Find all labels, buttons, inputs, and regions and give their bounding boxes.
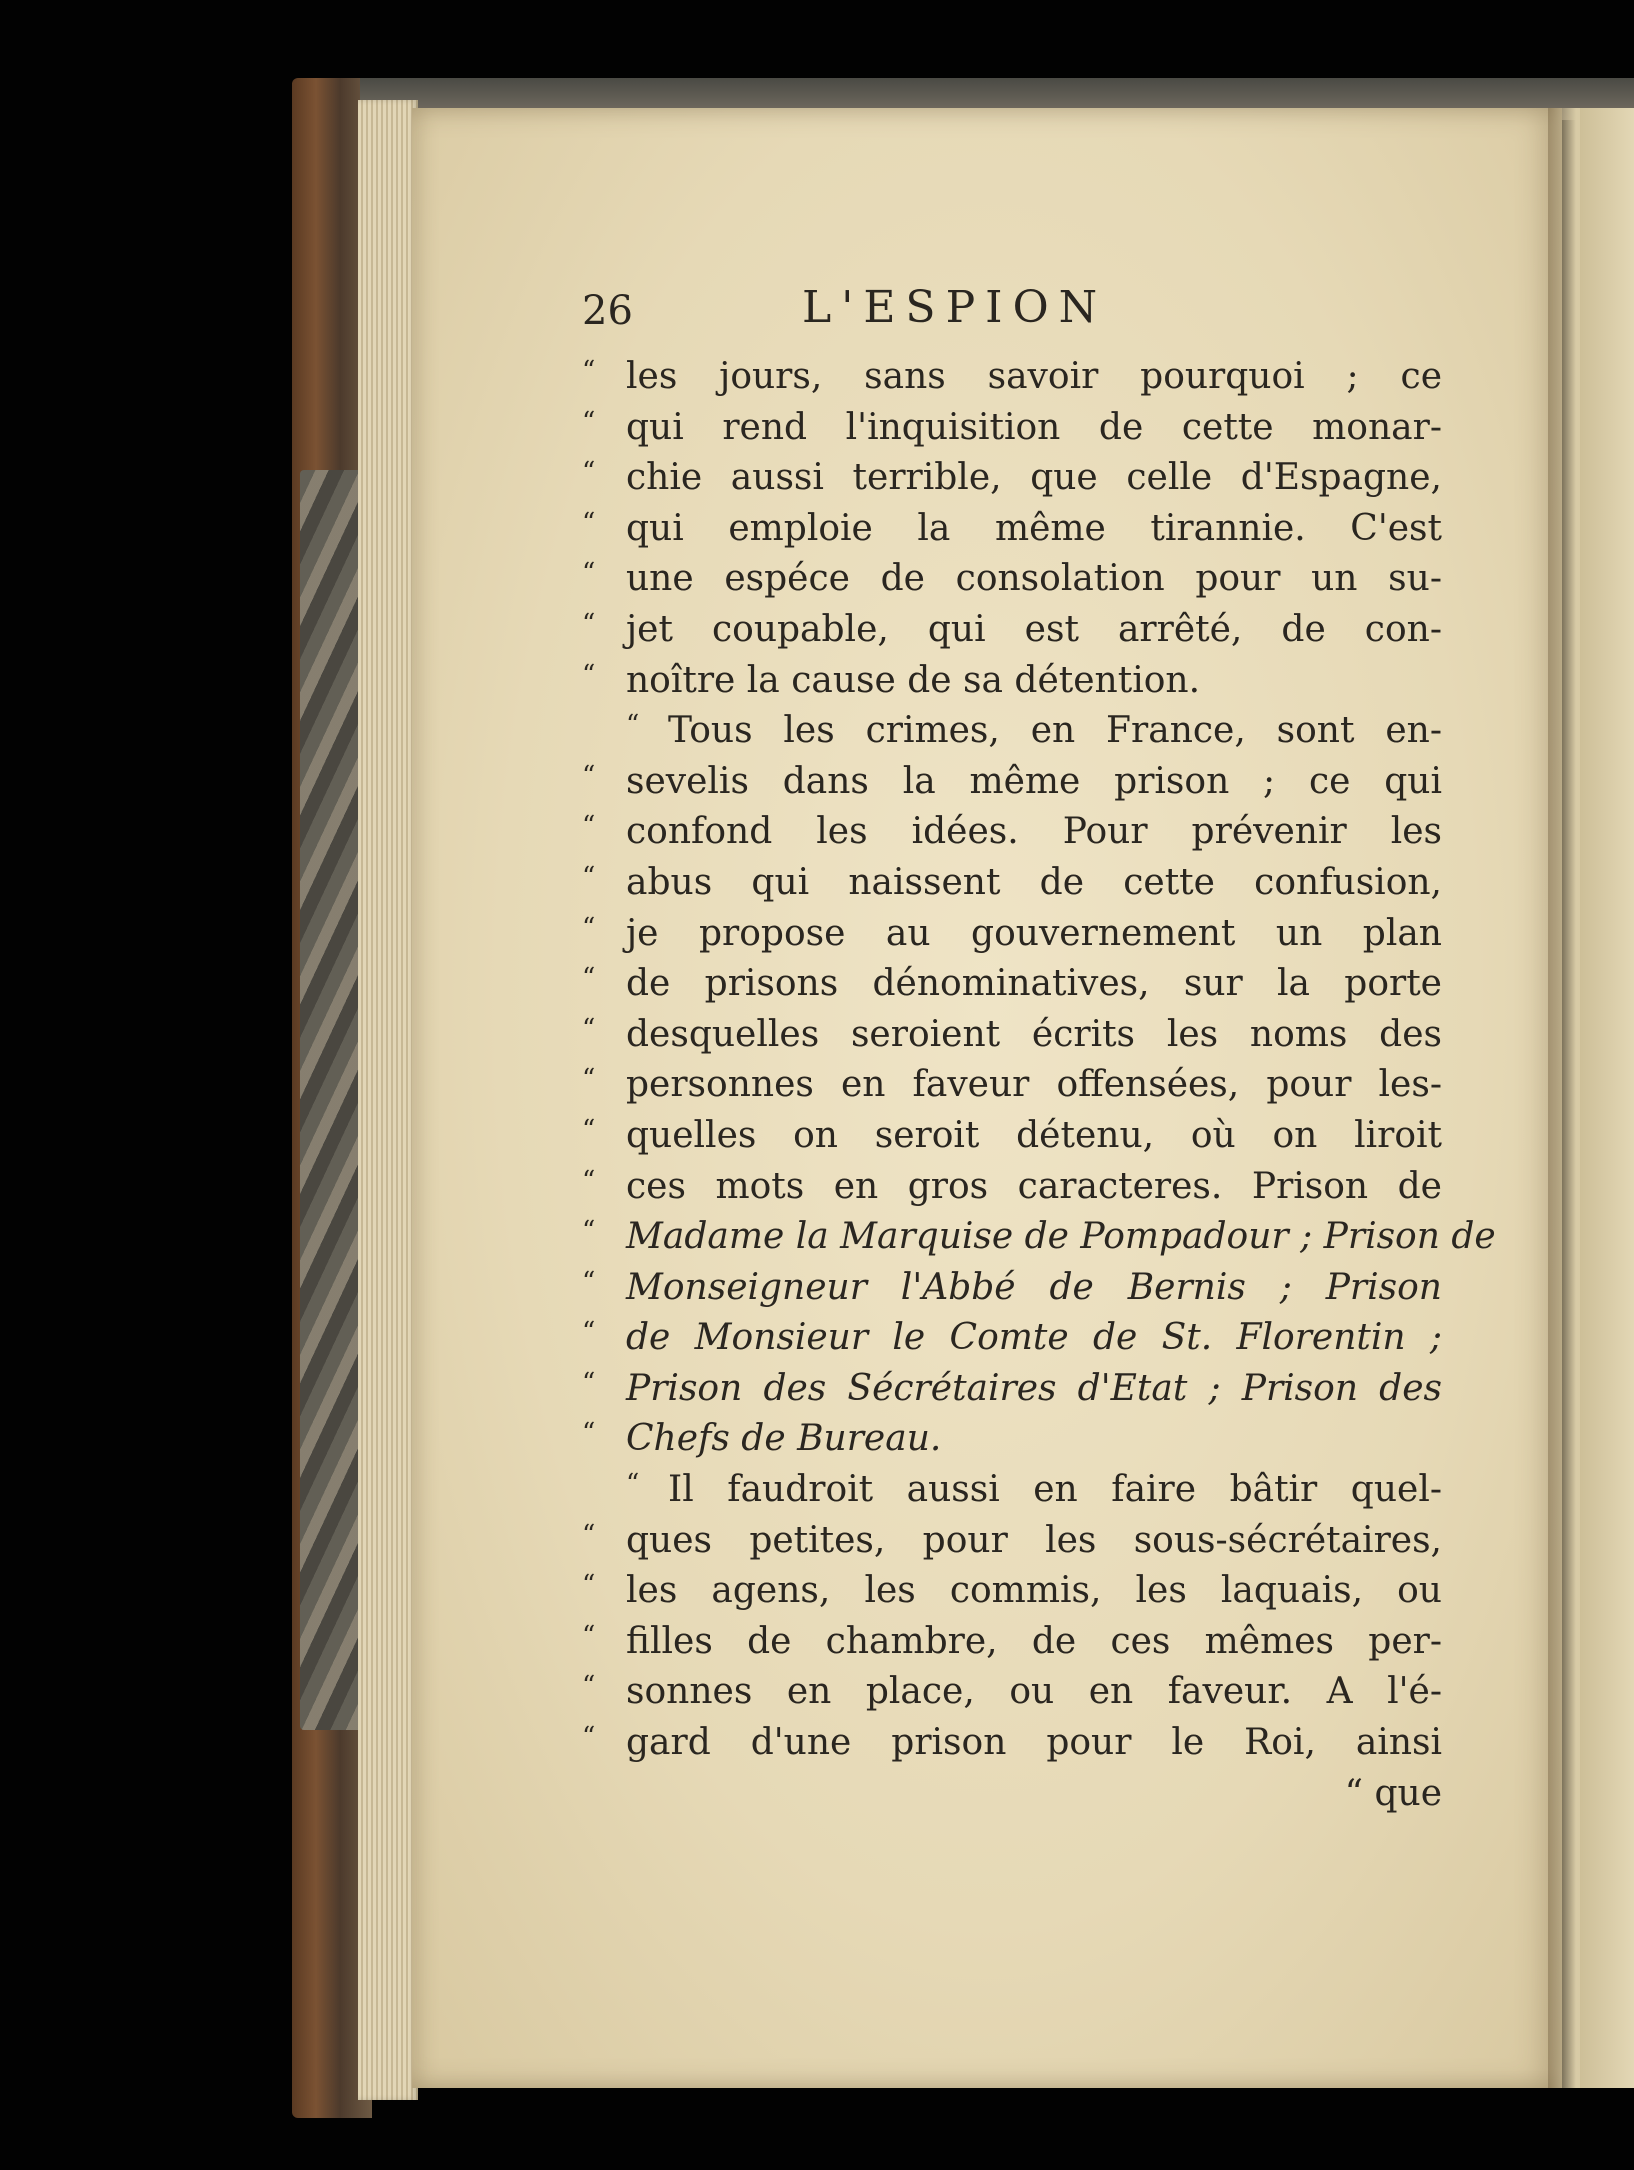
text-line: “ qui rend l'inquisition de cette monar- [582, 406, 1442, 448]
text-line: “ de prisons dénominatives, sur la porte [582, 963, 1442, 1005]
text-line: “ filles de chambre, de ces mêmes per- [582, 1620, 1442, 1662]
text-line: “ ces mots en gros caracteres. Prison de [582, 1165, 1442, 1207]
text-line: “ Il faudroit aussi en faire bâtir quel- [626, 1469, 1442, 1511]
text-line-italic: “ Chefs de Bureau. [582, 1418, 942, 1460]
page-edges [358, 100, 418, 2100]
text-line: “ les agens, les commis, les laquais, ou [582, 1570, 1442, 1612]
text-line: “ personnes en faveur offensées, pour les- [582, 1064, 1442, 1106]
text-line: “ confond les idées. Pour prévenir les [582, 811, 1442, 853]
facing-page-edge [1580, 108, 1634, 2088]
text-line: “ Tous les crimes, en France, sont en- [626, 710, 1442, 752]
text-line: “ sevelis dans la même prison ; ce qui [582, 760, 1442, 802]
text-line-italic: “ Monseigneur l'Abbé de Bernis ; Prison [582, 1266, 1442, 1308]
text-line: “ qui emploie la même tirannie. C'est [582, 507, 1442, 549]
text-line-italic: “ Prison des Sécrétaires d'Etat ; Prison des [582, 1367, 1442, 1409]
text-line: “ desquelles seroient écrits les noms des [582, 1013, 1442, 1055]
page-header [582, 282, 1202, 348]
text-line: “ quelles on seroit détenu, où on liroit [582, 1114, 1442, 1156]
body-text [582, 352, 1496, 1819]
catchword: “ que [1344, 1772, 1442, 1814]
text-line-italic: “ Madame la Marquise de Pompadour ; Prison de [582, 1216, 1496, 1258]
text-line: “ gard d'une prison pour le Roi, ainsi [582, 1722, 1442, 1764]
text-line: “ chie aussi terrible, que celle d'Espagne, [582, 457, 1442, 499]
catchword-line [582, 1769, 1442, 1819]
text-line: “ ques petites, pour les sous-sécrétaires, [582, 1519, 1442, 1561]
text-line: “ noître la cause de sa détention. [582, 659, 1201, 701]
text-line: “ abus qui naissent de cette confusion, [582, 861, 1442, 903]
page-number: 26 [582, 288, 633, 334]
text-line-italic: “ de Monsieur le Comte de St. Florentin ; [582, 1317, 1442, 1359]
text-line: “ jet coupable, qui est arrêté, de con- [582, 608, 1442, 650]
text-line: “ sonnes en place, ou en faveur. A l'é- [582, 1671, 1442, 1713]
running-head: L'ESPION [802, 282, 1108, 333]
text-line: “ une espéce de consolation pour un su- [582, 558, 1442, 600]
text-line: “ les jours, sans savoir pourquoi ; ce [582, 356, 1442, 397]
text-line: “ je propose au gouvernement un plan [582, 912, 1442, 954]
